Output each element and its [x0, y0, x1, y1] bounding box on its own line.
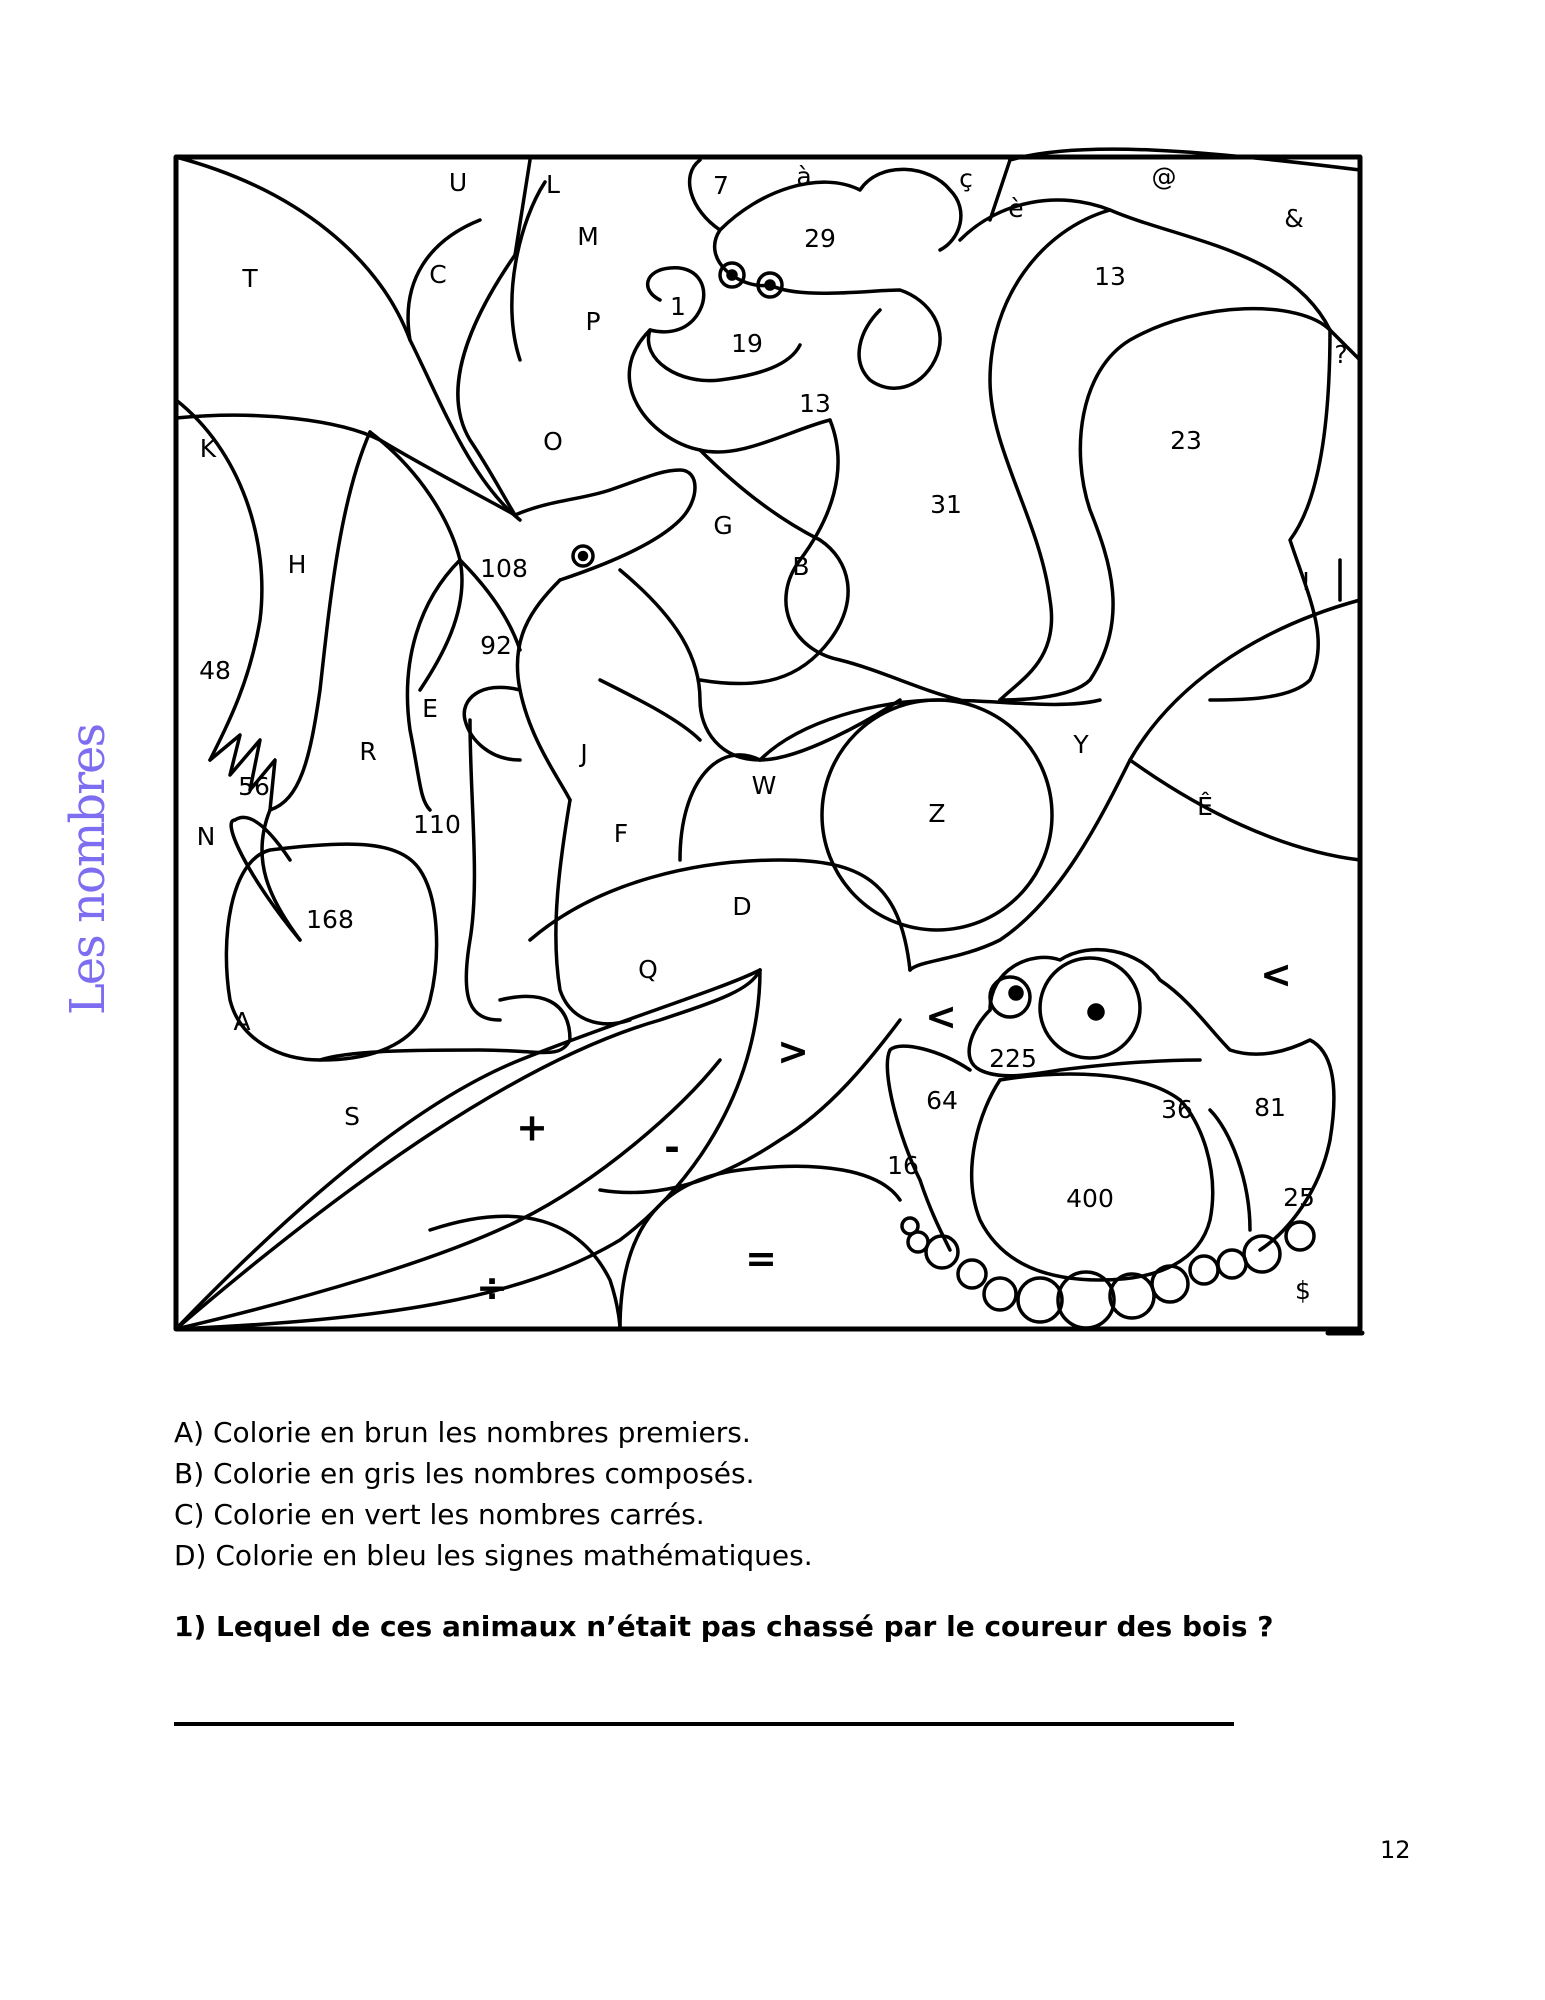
region-label: 225 — [989, 1044, 1037, 1073]
region-label: 92 — [480, 631, 512, 660]
region-label: 7 — [713, 171, 729, 200]
region-label: 25 — [1283, 1183, 1315, 1212]
region-label: ! — [1300, 567, 1312, 596]
region-label: Ê — [1197, 792, 1213, 821]
instruction-item: B) Colorie en gris les nombres composés. — [174, 1457, 755, 1490]
region-label: è — [1008, 194, 1024, 223]
region-label: $ — [1295, 1276, 1311, 1305]
region-label: S — [344, 1102, 360, 1131]
region-label: 1 — [670, 292, 686, 321]
instruction-item: D) Colorie en bleu les signes mathématiques. — [174, 1539, 813, 1572]
region-label: 110 — [413, 810, 461, 839]
region-label: C — [429, 260, 447, 289]
region-label: 31 — [930, 490, 962, 519]
region-label: @ — [1151, 162, 1177, 191]
math-symbol: < — [1260, 952, 1292, 997]
page-number: 12 — [1380, 1836, 1411, 1864]
region-label: O — [543, 427, 563, 456]
region-label: 16 — [887, 1151, 919, 1180]
region-label: M — [577, 222, 599, 251]
region-label: E — [422, 694, 438, 723]
region-label: D — [732, 892, 752, 921]
region-label: 36 — [1161, 1095, 1193, 1124]
region-label: P — [585, 307, 601, 336]
region-label: Y — [1073, 730, 1089, 759]
question-text: 1) Lequel de ces animaux n’était pas chassé par le coureur des bois ? — [174, 1610, 1274, 1643]
region-label: 108 — [480, 554, 528, 583]
region-label: J — [580, 739, 588, 768]
region-label: 81 — [1254, 1093, 1286, 1122]
math-symbol: + — [516, 1105, 548, 1150]
region-label: U — [448, 168, 468, 197]
region-label: G — [713, 511, 733, 540]
region-label: F — [613, 819, 629, 848]
instruction-item: C) Colorie en vert les nombres carrés. — [174, 1498, 705, 1531]
math-symbol: ÷ — [476, 1265, 508, 1310]
region-label: 56 — [238, 772, 270, 801]
region-label: 48 — [199, 656, 231, 685]
region-label: à — [796, 162, 812, 191]
region-label: A — [233, 1007, 251, 1036]
answer-line[interactable] — [174, 1722, 1234, 1726]
region-label: 23 — [1170, 426, 1202, 455]
math-symbol: - — [664, 1125, 680, 1170]
region-label: T — [242, 264, 258, 293]
instruction-item: A) Colorie en brun les nombres premiers. — [174, 1416, 751, 1449]
math-symbol: > — [777, 1029, 809, 1074]
region-label: 13 — [1094, 262, 1126, 291]
region-label: 13 — [799, 389, 831, 418]
region-label: 29 — [804, 224, 836, 253]
region-label: 64 — [926, 1086, 958, 1115]
region-label: ? — [1334, 340, 1348, 369]
math-symbol: = — [745, 1236, 777, 1281]
region-label: L — [546, 170, 560, 199]
section-title: Les nombres — [60, 724, 116, 1016]
region-label: R — [359, 737, 377, 766]
region-label: H — [287, 550, 307, 579]
region-label: W — [751, 771, 777, 800]
math-symbol: < — [925, 994, 957, 1039]
region-label: & — [1284, 204, 1304, 233]
region-label: Q — [638, 955, 658, 984]
region-label: K — [199, 434, 217, 463]
instructions-list — [174, 1412, 1374, 1576]
region-label: N — [196, 822, 216, 851]
picture-frame — [176, 157, 1360, 1329]
region-label: Z — [928, 799, 946, 828]
region-label: 19 — [731, 329, 763, 358]
region-label: 400 — [1066, 1184, 1114, 1213]
region-label: B — [792, 552, 810, 581]
region-label: 168 — [306, 905, 354, 934]
region-label: ç — [959, 164, 973, 193]
